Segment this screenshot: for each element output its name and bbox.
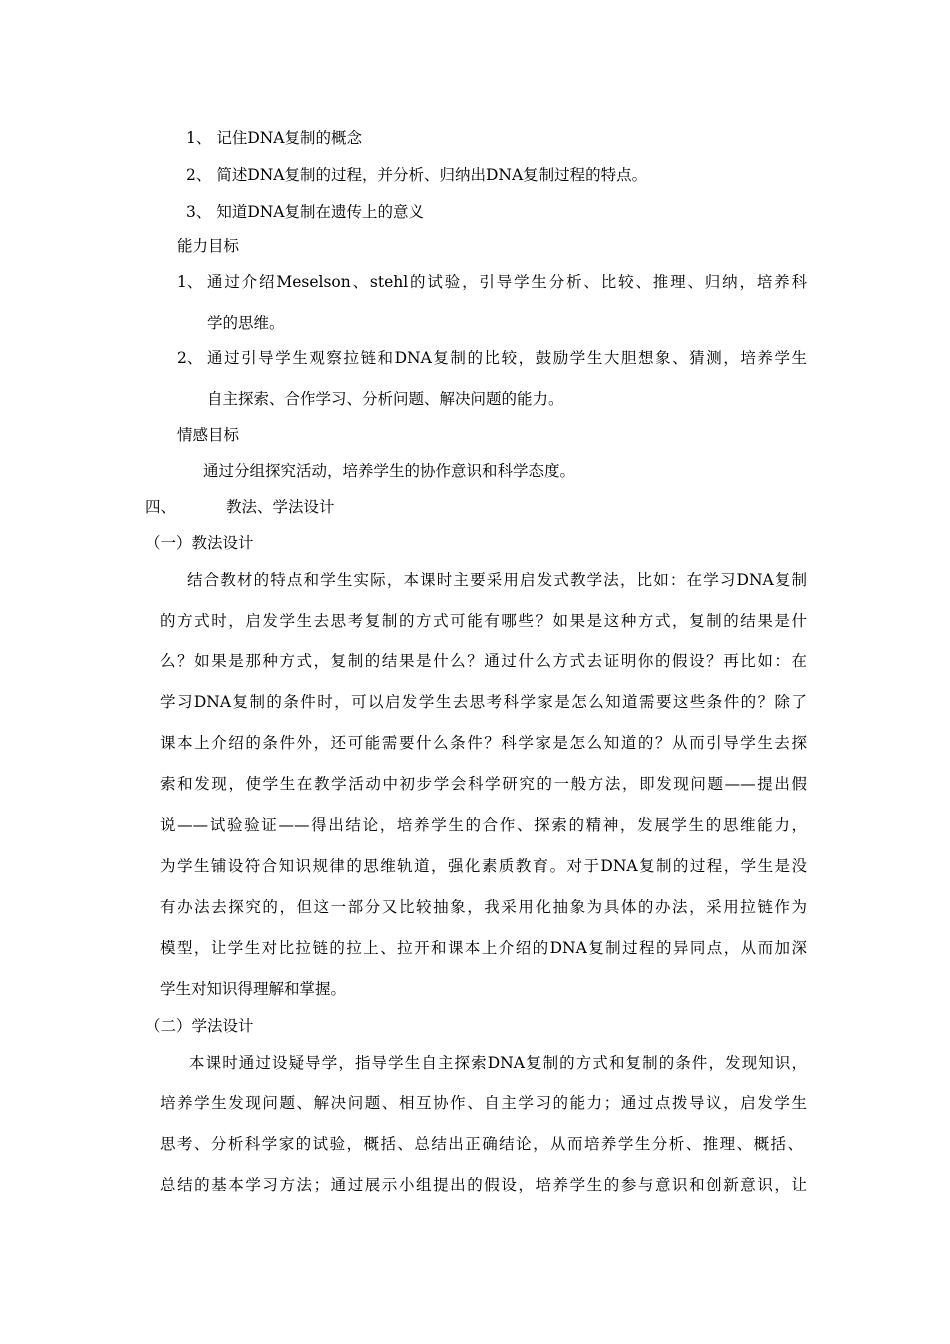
section-number: 四、 xyxy=(145,498,177,516)
list-text: 记住DNA复制的概念 xyxy=(216,129,362,147)
teaching-line: 学习DNA复制的条件时，可以启发学生去思考科学家是怎么知道需要这些条件的？除了 xyxy=(160,693,807,711)
teaching-line: 索和发现，使学生在教学活动中初步学会科学研究的一般方法，即发现问题——提出假 xyxy=(160,775,807,793)
list-number: 1、 xyxy=(186,129,212,147)
learning-line: 总结的基本学习方法；通过展示小组提出的假设，培养学生的参与意识和创新意识，让 xyxy=(160,1176,807,1194)
teaching-line: 么？如果是那种方式，复制的结果是什么？通过什么方式去证明你的假设？再比如：在 xyxy=(160,652,807,670)
learning-line: 培养学生发现问题、解决问题、相互协作、自主学习的能力；通过点拨导议，启发学生 xyxy=(160,1094,807,1112)
ability-item-1-num: 1、 xyxy=(177,273,203,291)
teaching-line: 模型，让学生对比拉链的拉上、拉开和课本上介绍的DNA复制过程的异同点，从而加深 xyxy=(160,939,807,957)
teaching-line: 有办法去探究的，但这一部分又比较抽象，我采用化抽象为具体的办法，采用拉链作为 xyxy=(160,898,807,916)
emotion-heading: 情感目标 xyxy=(177,426,240,444)
section-title: 教法、学法设计 xyxy=(226,498,335,516)
ability-item-2-num: 2、 xyxy=(177,349,203,367)
teaching-line: 课本上介绍的条件外，还可能需要什么条件？科学家是怎么知道的？从而引导学生去探 xyxy=(160,734,807,752)
learning-line: 本课时通过设疑导学，指导学生自主探索DNA复制的方式和复制的条件，发现知识， xyxy=(189,1054,807,1072)
knowledge-goal-3 xyxy=(186,202,424,222)
teaching-line: 的方式时，启发学生去思考复制的方式可能有哪些？如果是这种方式，复制的结果是什 xyxy=(160,612,807,630)
learning-heading: （二）学法设计 xyxy=(145,1017,254,1035)
learning-line: 思考、分析科学家的试验，概括、总结出正确结论，从而培养学生分析、推理、概括、 xyxy=(160,1135,803,1153)
list-number: 2、 xyxy=(186,166,212,184)
teaching-line: 结合教材的特点和学生实际，本课时主要采用启发式教学法，比如：在学习DNA复制 xyxy=(187,571,807,589)
ability-item-1-line1: 通过介绍Meselson、stehl的试验，引导学生分析、比较、推理、归纳，培养科 xyxy=(207,273,807,291)
teaching-line: 学生对知识得理解和掌握。 xyxy=(160,980,347,998)
ability-item-2-line2: 自主探索、合作学习、分析问题、解决问题的能力。 xyxy=(207,390,564,408)
list-text: 简述DNA复制的过程，并分析、归纳出DNA复制过程的特点。 xyxy=(216,166,648,184)
list-number: 3、 xyxy=(186,203,212,221)
knowledge-goal-2 xyxy=(186,165,647,185)
teaching-heading: （一）教法设计 xyxy=(145,534,254,552)
teaching-line: 说——试验验证——得出结论，培养学生的合作、探索的精神，发展学生的思维能力， xyxy=(160,816,807,834)
ability-item-1-line2: 学的思维。 xyxy=(207,314,285,332)
emotion-text: 通过分组探究活动，培养学生的协作意识和科学态度。 xyxy=(203,462,576,480)
teaching-line: 为学生铺设符合知识规律的思维轨道，强化素质教育。对于DNA复制的过程，学生是没 xyxy=(160,857,807,875)
ability-item-2-line1: 通过引导学生观察拉链和DNA复制的比较，鼓励学生大胆想象、猜测，培养学生 xyxy=(207,349,807,367)
list-text: 知道DNA复制在遗传上的意义 xyxy=(216,203,424,221)
ability-heading: 能力目标 xyxy=(177,237,240,255)
knowledge-goal-1 xyxy=(186,128,362,148)
